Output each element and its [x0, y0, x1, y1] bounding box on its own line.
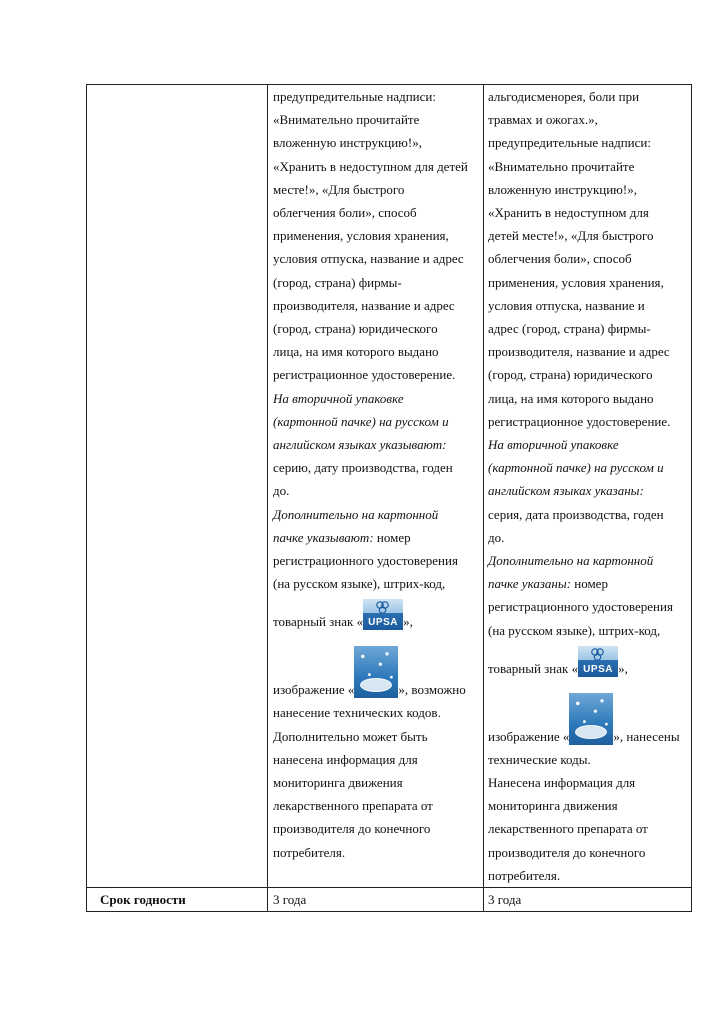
text-line: (на русском языке), штрих-код,	[273, 576, 446, 592]
text-line: вложенную инструкцию!»,	[488, 181, 637, 197]
tablet-shape	[360, 678, 392, 692]
italic-phrase: пачке указаны:	[488, 576, 571, 592]
text-wrap	[488, 693, 680, 748]
text-phrase: товарный знак «	[273, 614, 364, 630]
text-line: альгодисменорея, боли при	[488, 89, 640, 104]
text-line: до.	[273, 483, 290, 499]
text-phrase: номер	[571, 576, 608, 592]
text-line: лекарственного препарата от	[273, 798, 433, 814]
text-phrase: изображение «	[488, 728, 570, 744]
text-line: применения, условия хранения,	[488, 274, 664, 290]
italic-line: (картонной пачке) на русском и	[273, 413, 449, 429]
text-line: производителя до конечного	[488, 844, 646, 860]
paragraph-secondary-package	[273, 387, 479, 596]
text-line: предупредительные надписи:	[273, 89, 436, 104]
text-line: регистрационного удостоверения	[273, 553, 458, 569]
text-line: мониторинга движения	[488, 798, 618, 814]
text-line: (город, страна) юридического	[273, 321, 438, 337]
text-line: «Хранить в недоступном для	[488, 205, 649, 221]
italic-line: английском языках указаны:	[488, 483, 644, 499]
text-line: «Внимательно прочитайте	[488, 158, 635, 174]
labeling-cell-current	[268, 85, 484, 888]
text-line: Дополнительно может быть	[273, 728, 428, 744]
labeling-cell-proposed	[484, 85, 692, 888]
text-phrase: изображение «	[273, 682, 355, 698]
upsa-logo-image	[578, 646, 618, 677]
text-line: «Хранить в недоступном для детей	[273, 158, 468, 174]
text-line	[273, 526, 479, 549]
text-phrase: номер	[373, 529, 411, 545]
text-line: регистрационного удостоверения	[488, 599, 673, 615]
text-line: регистрационное удостоверение.	[488, 413, 671, 429]
table-row-labeling	[87, 85, 692, 888]
text-line: (город, страна) фирмы-	[273, 274, 402, 290]
trademark-line	[488, 646, 688, 686]
product-image-line	[273, 643, 479, 701]
text-line: вложенную инструкцию!»,	[273, 135, 422, 151]
text-line: облегчения боли», способ	[488, 251, 632, 267]
text-wrap	[273, 646, 466, 701]
paragraph-warnings	[273, 85, 479, 387]
text-line: серия, дата производства, годен	[488, 506, 664, 522]
text-line: серию, дату производства, годен	[273, 460, 453, 476]
text-line: мониторинга движения	[273, 775, 403, 791]
italic-line: На вторичной упаковке	[273, 390, 404, 406]
text-line: «Внимательно прочитайте	[273, 112, 420, 128]
product-image-line	[488, 690, 688, 748]
text-line	[488, 572, 688, 595]
text-line: условия отпуска, название и	[488, 297, 645, 313]
effervescent-tablet-image	[354, 646, 398, 698]
paragraph-warnings	[488, 85, 688, 433]
shelf-life-current: 3 года	[268, 888, 484, 912]
text-line: до.	[488, 529, 505, 545]
text-line: травмах и ожогах.»,	[488, 112, 598, 128]
trademark-line	[273, 599, 479, 639]
upsa-logo-image	[363, 599, 403, 630]
text-line: технические коды.	[488, 751, 591, 767]
logo-text: UPSA	[368, 617, 398, 629]
bubbles-icon	[374, 601, 392, 614]
italic-line: На вторичной упаковке	[488, 437, 619, 453]
effervescent-tablet-image	[569, 693, 613, 745]
tablet-shape	[575, 725, 607, 739]
text-line: детей месте!», «Для быстрого	[488, 228, 654, 244]
text-line: потребителя.	[488, 867, 561, 883]
text-line: адрес (город, страна) фирмы-	[488, 321, 651, 337]
text-line: лица, на имя которого выдано	[488, 390, 654, 406]
text-line: применения, условия хранения,	[273, 228, 449, 244]
text-phrase: »,	[618, 660, 628, 676]
italic-phrase: пачке указывают:	[273, 529, 374, 545]
registration-comparison-table	[86, 84, 692, 912]
text-phrase: », нанесены	[613, 728, 680, 744]
row-label-cell-empty	[87, 85, 268, 888]
italic-line: Дополнительно на картонной	[273, 506, 439, 522]
shelf-life-proposed: 3 года	[484, 888, 692, 912]
italic-line: английском языках указывают:	[273, 437, 447, 453]
text-line: производителя, название и адрес	[488, 344, 670, 360]
text-line: Нанесена информация для	[488, 775, 636, 791]
text-line: облегчения боли», способ	[273, 205, 417, 221]
table-row-shelf-life	[87, 888, 692, 912]
text-line: лекарственного препарата от	[488, 821, 648, 837]
paragraph-monitoring	[488, 748, 688, 887]
text-line: месте!», «Для быстрого	[273, 181, 405, 197]
text-line: потребителя.	[273, 844, 346, 860]
paragraph-monitoring	[273, 701, 479, 863]
italic-line: (картонной пачке) на русском и	[488, 460, 664, 476]
text-line: условия отпуска, название и адрес	[273, 251, 464, 267]
text-line: производителя, название и адрес	[273, 297, 455, 313]
text-phrase: товарный знак «	[488, 660, 579, 676]
paragraph-secondary-package	[488, 433, 688, 642]
italic-line: Дополнительно на картонной	[488, 553, 654, 569]
shelf-life-label: Срок годности	[87, 888, 268, 912]
text-phrase: », возможно	[398, 682, 466, 698]
text-line: нанесена информация для	[273, 751, 418, 767]
text-line: нанесение технических кодов.	[273, 705, 441, 721]
text-line: регистрационное удостоверение.	[273, 367, 456, 383]
text-line: предупредительные надписи:	[488, 135, 651, 151]
text-line: (город, страна) юридического	[488, 367, 653, 383]
bubbles-icon	[589, 648, 607, 661]
text-phrase: »,	[403, 614, 413, 630]
text-line: производителя до конечного	[273, 821, 431, 837]
text-line: лица, на имя которого выдано	[273, 344, 439, 360]
logo-text: UPSA	[583, 663, 613, 675]
text-line: (на русском языке), штрих-код,	[488, 622, 661, 638]
